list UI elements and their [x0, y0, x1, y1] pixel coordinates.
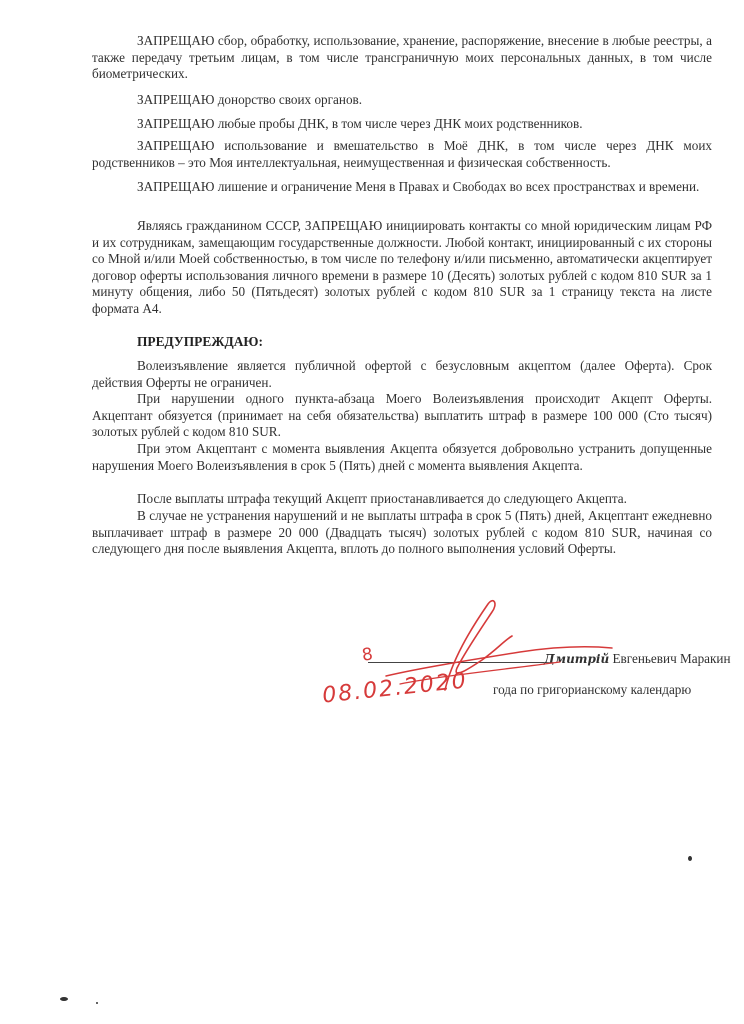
printed-name: Евгеньевич Маракин [612, 651, 731, 666]
paragraph-text: При нарушении одного пункта-абзаца Моего Волеизъявления происходит Акцепт Оферты. Акцептант обязуется (принимает на себя обязательства) выплатить штраф в размере 100 000 (Сто тысяч) золотых рублей с кодом 810 SUR. [92, 391, 712, 439]
paragraph-text: После выплаты штрафа текущий Акцепт приостанавливается до следующего Акцепта. [137, 491, 627, 506]
paragraph-text: Являясь гражданином СССР, ЗАПРЕЩАЮ инициировать контакты со мной юридическим лицам РФ и их сотрудникам, замещающим государственные должности. Любой контакт, инициированный с их стороны со Мной и/или Моей собственностью, в том числе по телефону и/или письменно, автоматически акцептирует договор оферты использования личного времени в размере 10 (Десять) золотых рублей с кодом 810 SUR за 1 минуту общения, либо 50 (Пятьдесят) золотых рублей с кодом 810 SUR за 1 страницу текста на листе формата А4. [92, 218, 712, 316]
handwritten-day: 8 [360, 644, 375, 666]
handwritten-first-name: Дмитрій [544, 652, 610, 666]
paragraph-text: ЗАПРЕЩАЮ любые пробы ДНК, в том числе через ДНК моих родственников. [137, 116, 583, 131]
paragraph-text: ЗАПРЕЩАЮ использование и вмешательство в Моё ДНК, в том числе через ДНК моих родственников – это Моя интеллектуальная, неимущественная и физическая собственность. [92, 138, 712, 170]
handwritten-date: 08.02.2020 [321, 668, 469, 709]
paragraph-text: ЗАПРЕЩАЮ лишение и ограничение Меня в Правах и Свободах во всех пространствах и времени. [137, 179, 700, 194]
paragraph-text: В случае не устранения нарушений и не выплаты штрафа в срок 5 (Пять) дней, Акцептант ежедневно выплачивает штраф в размере 20 000 (Двадцать тысяч) золотых рублей с кодом 810 SUR, начиная со следующего дня после выявления Акцепта, вплоть до полного выполнения условий Оферты. [92, 508, 712, 556]
paragraph-text: ЗАПРЕЩАЮ донорство своих органов. [137, 92, 363, 107]
warning-heading: ПРЕДУПРЕЖДАЮ: [137, 334, 263, 349]
paragraph-text: Волеизъявление является публичной офертой с безусловным акцептом (далее Оферта). Срок действия Оферты не ограничен. [92, 358, 712, 390]
paragraph-text: При этом Акцептант с момента выявления Акцепта обязуется добровольно устранить допущенные нарушения Моего Волеизъявления в срок 5 (Пять) дней с момента выявления Акцепта. [92, 441, 712, 473]
paragraph-text: ЗАПРЕЩАЮ сбор, обработку, использование, хранение, распоряжение, внесение в любые реестры, а также передачу третьим лицам, в том числе трансграничную моих персональных данных, в том числе биометрических. [92, 33, 712, 81]
scan-speck [96, 1002, 98, 1004]
scan-speck [688, 856, 692, 861]
date-suffix: года по григорианскому календарю [493, 682, 692, 697]
scan-speck [60, 997, 68, 1001]
